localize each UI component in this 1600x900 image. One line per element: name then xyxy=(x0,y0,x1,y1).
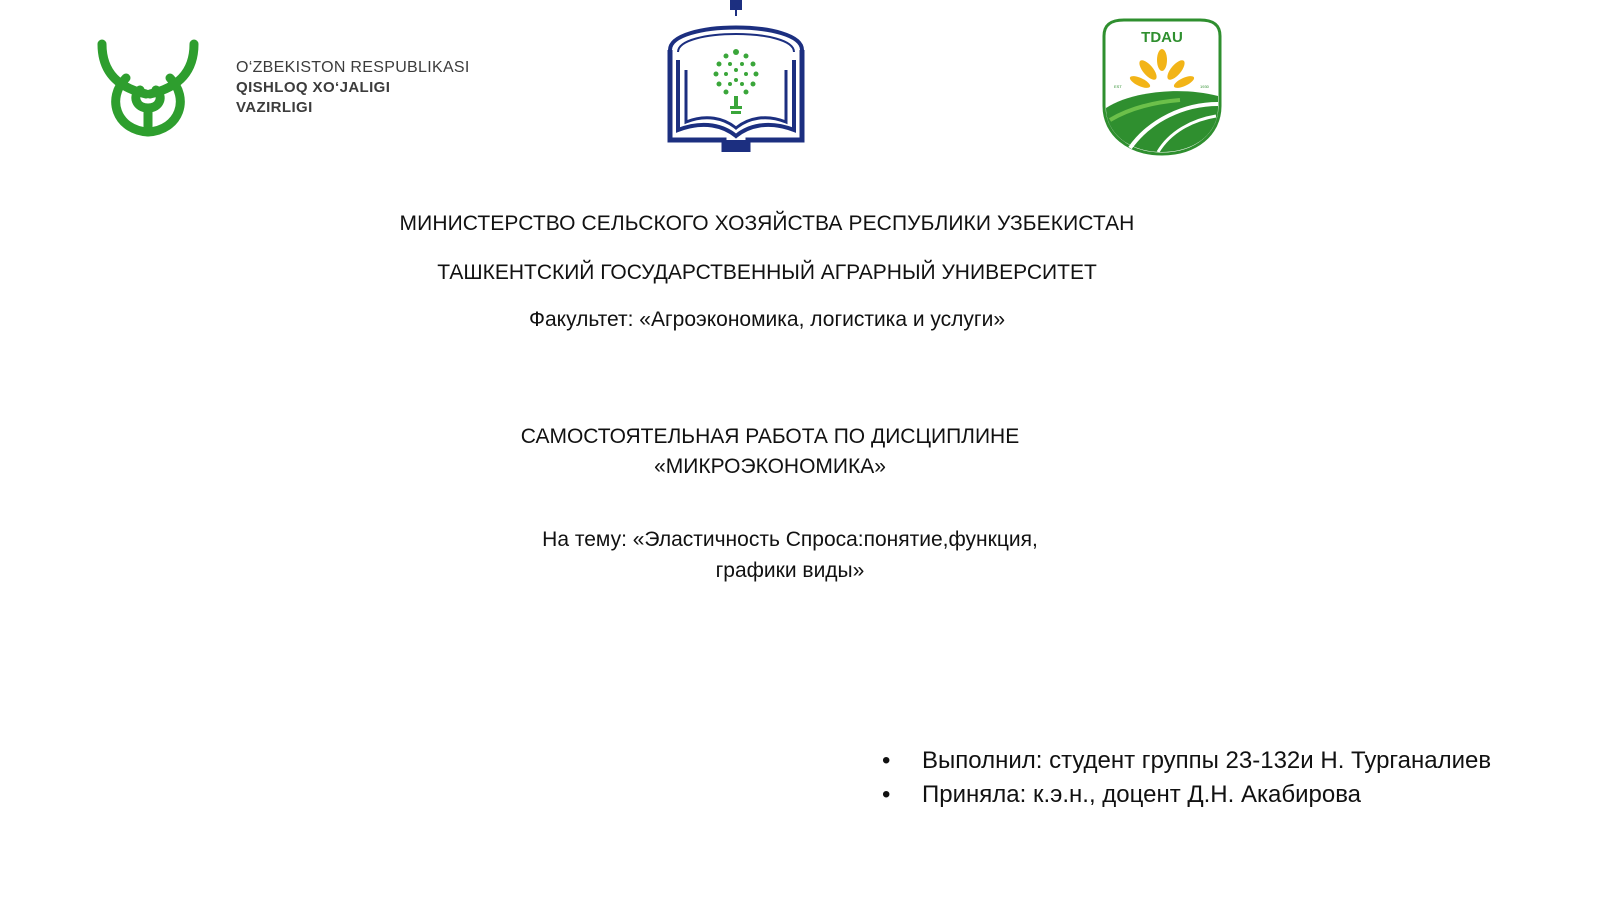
tdau-logo-year: 1930 xyxy=(1200,84,1209,89)
education-ministry-emblem xyxy=(664,0,808,152)
topic-line1: На тему: «Эластичность Спроса:понятие,функция, xyxy=(542,528,1038,551)
ministry-logo-line1: O‘ZBEKISTON RESPUBLIKASI xyxy=(236,59,470,76)
topic-line2: графики виды» xyxy=(715,559,865,582)
ministry-logo-line3: VAZIRLIGI xyxy=(236,99,313,116)
tdau-logo-est: EST xyxy=(1114,84,1122,89)
ministry-leaf-icon xyxy=(96,38,200,138)
work-title xyxy=(0,422,1540,482)
ministry-logo-line2: QISHLOQ XO‘JALIGI xyxy=(236,79,391,96)
university-heading: ТАШКЕНТСКИЙ ГОСУДАРСТВЕННЫЙ АГРАРНЫЙ УНИВЕРСИТЕТ xyxy=(437,261,1097,284)
work-title-line2: «МИКРОЭКОНОМИКА» xyxy=(654,455,886,478)
faculty-heading: Факультет: «Агроэкономика, логистика и услуги» xyxy=(529,308,1005,331)
topic xyxy=(0,524,1580,586)
tdau-logo xyxy=(1100,16,1224,158)
author-performed-by: • Выполнил: студент группы 23-132и Н. Турганалиев xyxy=(882,744,1491,778)
ministry-heading: МИНИСТЕРСТВО СЕЛЬСКОГО ХОЗЯЙСТВА РЕСПУБЛИКИ УЗБЕКИСТАН xyxy=(399,212,1135,235)
author-accepted-by: • Приняла: к.э.н., доцент Д.Н. Акабирова xyxy=(882,778,1491,812)
ministry-logo xyxy=(96,36,516,140)
tdau-logo-label: TDAU xyxy=(1141,29,1183,46)
work-title-line1: САМОСТОЯТЕЛЬНАЯ РАБОТА ПО ДИСЦИПЛИНЕ xyxy=(520,425,1020,448)
authors-list xyxy=(882,744,1491,812)
